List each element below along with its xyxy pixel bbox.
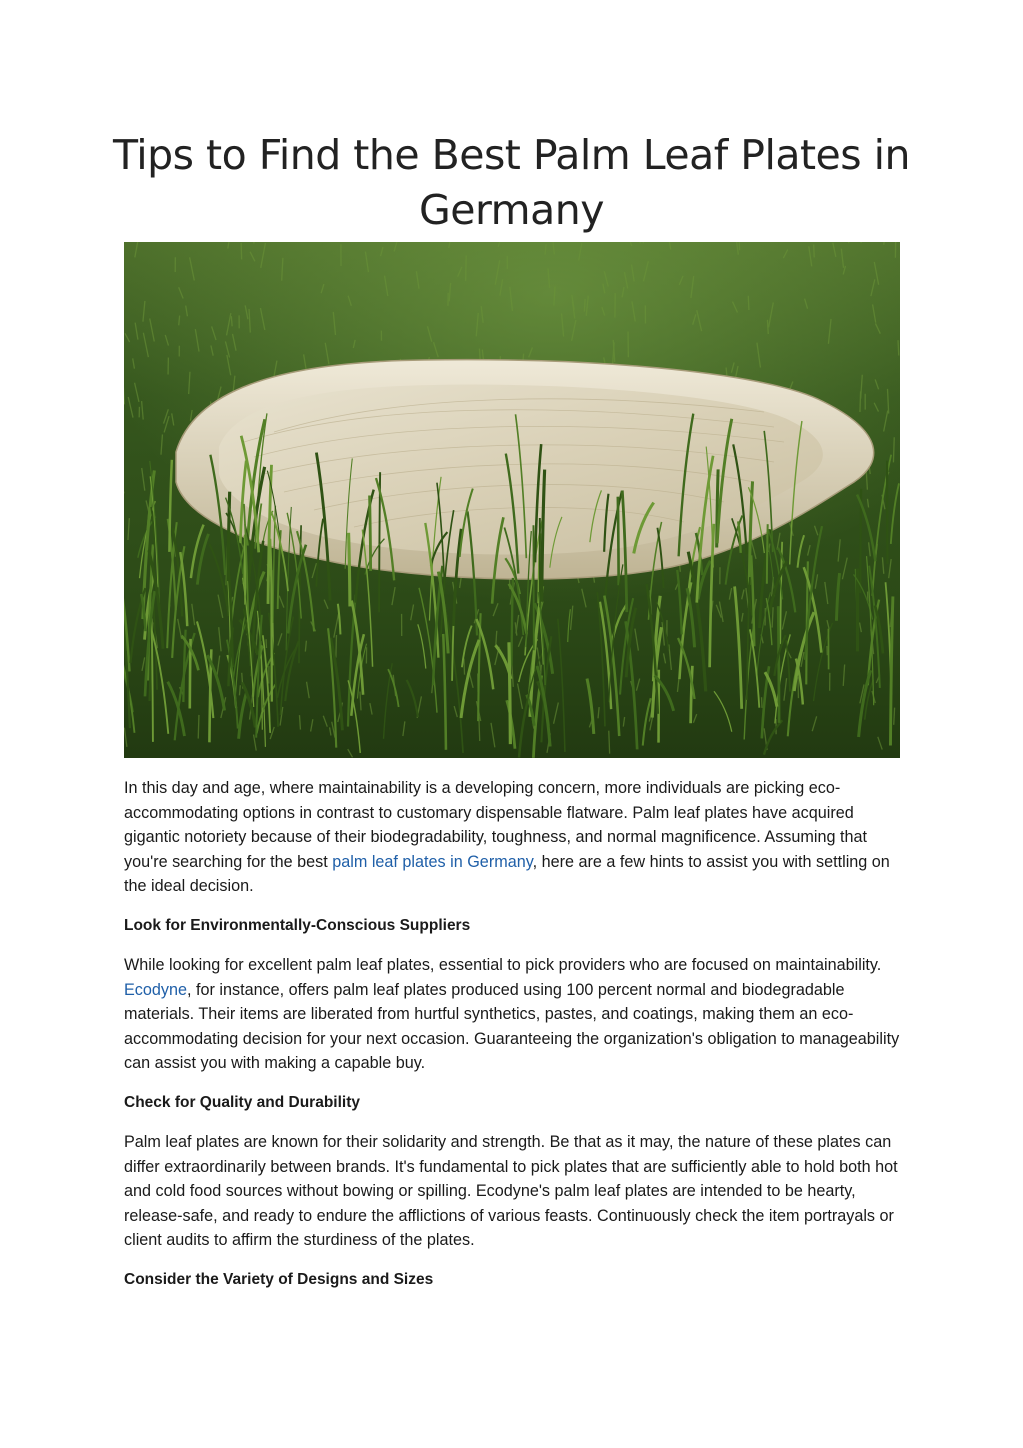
suppliers-paragraph: [124, 953, 904, 1076]
intro-text-after: , here are a few hints to assist you with settling on the ideal decision.: [124, 852, 890, 896]
ecodyne-link[interactable]: Ecodyne: [124, 980, 187, 999]
suppliers-text-after: , for instance, offers palm leaf plates produced using 100 percent normal and biodegradable materials. Their items are liberated from hurtful synthetics, pastes, and coatings, making them an eco-accommodating decision for your next occasion. Guaranteeing the organization's obligation to manageability can assist you with making a capable buy.: [124, 980, 900, 1073]
intro-paragraph: [124, 776, 904, 899]
quality-paragraph: Palm leaf plates are known for their solidarity and strength. Be that as it may, the nature of these plates can differ extraordinarily between brands. It's fundamental to pick plates that are sufficiently able to hold both hot and cold food sources without bowing or spilling. Ecodyne's palm leaf plates are intended to be hearty, release-safe, and ready to endure the afflictions of various feasts. Continuously check the item portrayals or client audits to affirm the sturdiness of the plates.: [124, 1133, 898, 1250]
section-heading-suppliers: Look for Environmentally-Conscious Suppliers: [124, 917, 471, 934]
intro-text-before: In this day and age, where maintainability is a developing concern, more individuals are picking eco-accommodating options in contrast to customary dispensable flatware. Palm leaf plates have acquired gigantic notoriety because of their biodegradability, toughness, and normal magnificence. Assuming that you're searching for the best: [124, 779, 867, 871]
suppliers-text-before: While looking for excellent palm leaf plates, essential to pick providers who are focused on maintainability.: [124, 956, 882, 974]
palm-leaf-plate-photo: [124, 242, 900, 758]
palm-leaf-plates-germany-link[interactable]: palm leaf plates in Germany: [332, 852, 533, 871]
page-title: Tips to Find the Best Palm Leaf Plates in Germany: [112, 131, 911, 234]
section-heading-quality: Check for Quality and Durability: [124, 1094, 360, 1111]
section-heading-designs: Consider the Variety of Designs and Sizes: [124, 1271, 434, 1288]
